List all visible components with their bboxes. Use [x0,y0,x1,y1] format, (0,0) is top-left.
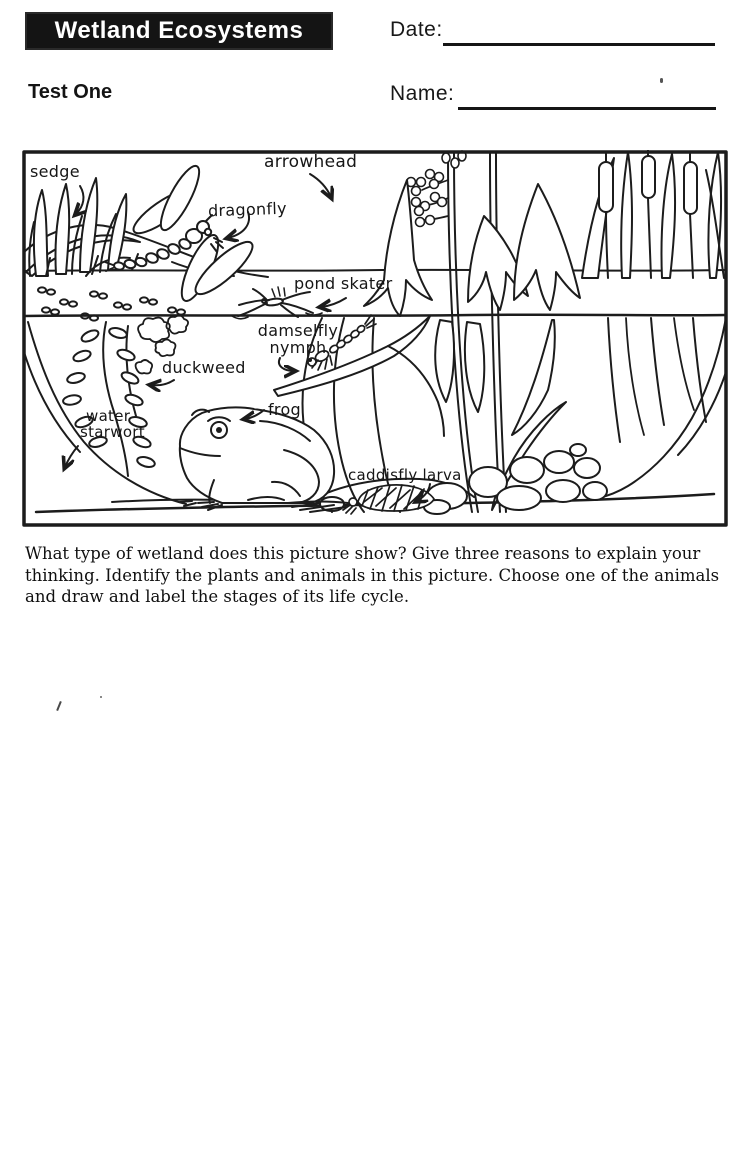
label-frog: frog [268,400,302,419]
pond-skater-arrow [321,298,346,307]
name-label: Name: [390,82,455,105]
label-caddisfly-larva: caddisfly larva [348,466,462,484]
question-line-2: thinking. Identify the plants and animals in this picture. Choose one of the animals [25,565,720,585]
duckweed-arrow [151,380,174,385]
label-dragonfly: dragonfly [207,198,288,221]
label-sedge: sedge [30,162,80,181]
label-damselfly-line1: damselfly [257,321,339,340]
frog-drawing [180,407,348,512]
question-text [25,543,727,608]
date-blank-line [443,15,715,46]
starwort-arrow [65,446,78,467]
arrowhead-arrow [310,174,331,197]
date-label: Date: [390,18,443,41]
damselfly-arrow [279,358,294,371]
question-line-1: What type of wetland does this picture show? Give three reasons to explain your [25,544,701,563]
water-starwort-plant [62,322,156,476]
label-water-starwort [80,408,145,440]
arrowhead-flowers [407,151,467,227]
wetland-illustration [22,150,728,527]
question-line-3: and draw and label the stages of its life cycle. [25,587,410,606]
title-banner [25,12,333,50]
sedge-arrow [76,186,83,214]
scan-artifact [660,78,663,83]
subtitle: Test One [28,81,113,103]
arrowhead-leaves [364,180,580,316]
label-damselfly-nymph [250,322,346,356]
scan-artifact [100,696,102,698]
label-pond-skater: pond skater [294,274,393,293]
label-starwort-line1: water [86,407,131,425]
label-starwort-line2: starwort [80,423,145,441]
scan-artifact [56,701,62,711]
label-damselfly-line2: nymph [269,338,327,357]
label-duckweed: duckweed [162,358,246,377]
label-arrowhead: arrowhead [264,152,358,172]
name-blank-line [458,79,716,110]
page-title: Wetland Ecosystems [54,17,304,44]
